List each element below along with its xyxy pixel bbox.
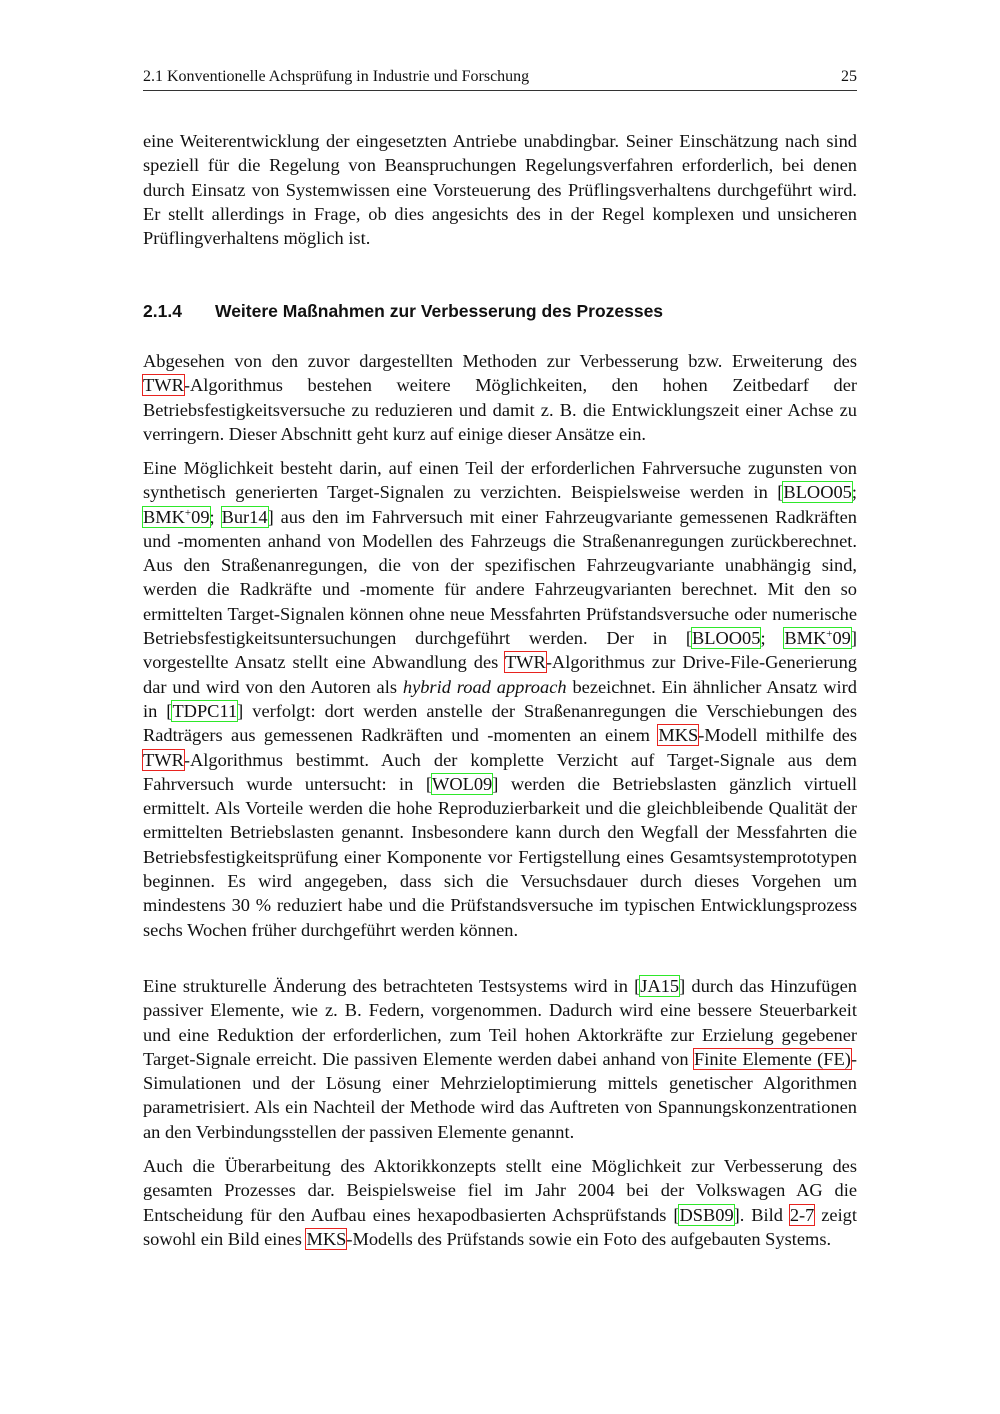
acronym-link-mks[interactable]: MKS bbox=[306, 1228, 347, 1249]
text-run: Eine Möglichkeit besteht darin, auf einen Teil der erforderlichen Fahrversuche zugunsten von synthetisch generierten Target-Signalen zu verzichten. Beispielsweise werden in [ bbox=[143, 458, 857, 503]
section-title: Weitere Maßnahmen zur Verbesserung des Prozesses bbox=[215, 301, 664, 321]
section-number: 2.1.4 bbox=[143, 301, 182, 321]
paragraph-2 bbox=[143, 349, 857, 446]
text-run: bezeichnet. Ein ähnlicher Ansatz wird in [ bbox=[143, 676, 857, 721]
text-run: -Modell mithilfe des bbox=[698, 725, 857, 746]
text-run: ] durch das Hinzufügen passiver Elemente, wie z. B. Federn, vorgenommen. Dadurch wird eine bessere Steuerbarkeit und eine Reduktion der erforderlichen, zum Teil hohen Aktorkräfte zur Erzielung gegebener Target-Signale erreicht. Die passiven Elemente werden dabei anhand von bbox=[143, 976, 858, 1069]
text-run: ]. Bild bbox=[733, 1204, 790, 1225]
paragraph-5 bbox=[143, 1154, 857, 1251]
text-run: -Simulationen und der Lösung einer Mehrzieloptimierung mittels genetischer Algorithmen parametrisiert. Als ein Nachteil der Methode wird das Auftreten von Spannungskonzentrationen an den Verbindungsstellen der passiven Elemente genannt. bbox=[143, 1048, 857, 1142]
text-run: ] aus den im Fahrversuch mit einer Fahrzeugvariante gemessenen Radkräften und -momenten anhand von Modellen des Fahrzeugs die Straßenanregungen zurückberechnet. Aus den Straßenanregungen, die von der spezifischen Fahrzeugvariante unabhängig sind, werden die Radkräfte und -momente für andere Fahrzeugvarianten berechnet. Mit den so ermittelten Target-Signalen können ohne neue Messfahrten Prüfstandsversuche oder numerische Betriebsfestigkeitsuntersuchungen durchgeführt werden. Der in [ bbox=[143, 506, 857, 649]
citation-link-dsb09[interactable]: DSB09 bbox=[679, 1204, 734, 1225]
text-run: ] vorgestellte Ansatz stellt eine Abwandlung des bbox=[143, 628, 857, 673]
acronym-link-twr[interactable]: TWR bbox=[504, 652, 546, 673]
header-title: 2.1 Konventionelle Achsprüfung in Industrie und Forschung bbox=[143, 68, 530, 85]
acronym-link-twr[interactable]: TWR bbox=[143, 749, 184, 770]
citation-link-tdpc11[interactable]: TDPC11 bbox=[172, 700, 238, 721]
section-heading bbox=[143, 301, 857, 322]
text-run: zeigt sowohl ein Bild eines bbox=[143, 1204, 857, 1249]
citation-link-bmk09[interactable] bbox=[143, 507, 210, 527]
text-run: Abgesehen von den zuvor dargestellten Methoden zur Verbesserung bzw. Erweiterung des bbox=[143, 351, 857, 371]
text-run: -Algorithmus bestehen weitere Möglichkeiten, den hohen Zeitbedarf der Betriebsfestigkeitsversuche zu reduzieren und damit z. B. die Entwicklungszeit einer Achse zu verringern. Dieser Abschnitt geht kurz auf einige dieser Ansätze ein. bbox=[143, 375, 857, 444]
paragraph-1: eine Weiterentwicklung der eingesetzten Antriebe unabdingbar. Seiner Einschätzung nach sind speziell für die Regelung von Beanspruchungen Regelungsverfahren erforderlich, bei denen durch Einsatz von Systemwissen eine Vorsteuerung des Prüflingsverhaltens durchgeführt wird. Er stellt allerdings in Frage, ob dies angesichts des in der Regel komplexen und unsicheren Prüflingverhaltens möglich ist. bbox=[143, 131, 857, 249]
text-run: -Algorithmus zur Drive-File-Generierung dar und wird von den Autoren als bbox=[143, 652, 857, 697]
acronym-link-fe[interactable]: Finite Elemente (FE) bbox=[694, 1048, 851, 1069]
text-run: -Modells des Prüfstands sowie ein Foto des aufgebauten Systems. bbox=[346, 1228, 832, 1249]
figure-link-2-7[interactable]: 2-7 bbox=[789, 1204, 815, 1225]
acronym-link-mks[interactable]: MKS bbox=[658, 725, 699, 746]
text-run: Eine strukturelle Änderung des betrachteten Testsystems wird in [ bbox=[143, 976, 641, 996]
citation-sup: + bbox=[826, 627, 833, 640]
citation-link-bloo05[interactable]: BLOO05 bbox=[783, 482, 852, 503]
citation-text: 09 bbox=[832, 628, 851, 649]
text-run: ; bbox=[209, 506, 222, 527]
text-run: ] verfolgt: dort werden anstelle der Straßenanregungen die Verschiebungen des Radträgers aus gemessenen Radkräften und -momenten an einem bbox=[143, 700, 858, 746]
citation-text: BMK bbox=[143, 506, 185, 527]
emphasis-text: hybrid road approach bbox=[402, 676, 567, 697]
citation-link-ja15[interactable]: JA15 bbox=[640, 976, 680, 996]
text-run: ; bbox=[851, 482, 857, 503]
citation-text: BMK bbox=[784, 628, 827, 649]
acronym-link-twr[interactable]: TWR bbox=[143, 375, 184, 396]
citation-link-wol09[interactable]: WOL09 bbox=[431, 773, 493, 794]
text-run: ] werden die Betriebslasten gänzlich virtuell ermittelt. Als Vorteile werden die hohe Reproduzierbarkeit und die gleichbleibende Qualität der ermittelten Betriebslasten genannt. Insbesondere kann durch den Wegfall der Messfahrten die Betriebsfestigkeitsprüfung einer Komponente vor Fertigstellung eines Gesamtsystemprototypen beginnen. Es wird angegeben, dass sich die Versuchsdauer durch dieses Vorgehen um mindestens 30 % reduziert habe und die Prüfstandsversuche im typischen Entwicklungsprozess sechs Wochen früher durchgeführt werden können. bbox=[143, 773, 857, 940]
citation-link-bloo05[interactable]: BLOO05 bbox=[691, 628, 761, 649]
citation-link-bmk09[interactable] bbox=[784, 628, 851, 648]
page-number: 25 bbox=[841, 68, 857, 85]
text-run: Auch die Überarbeitung des Aktorikkonzepts stellt eine Möglichkeit zur Verbesserung des gesamten Prozesses dar. Beispielsweise fiel im Jahr 2004 bei der Volkswagen AG die Entscheidung für den Aufbau eines hexapodbasierten Achsprüfstands [ bbox=[143, 1156, 857, 1225]
citation-link-bur14[interactable]: Bur14 bbox=[221, 506, 268, 527]
running-header bbox=[143, 66, 857, 91]
text-run: ; bbox=[760, 628, 785, 649]
citation-sup: + bbox=[184, 506, 192, 519]
paragraph-3 bbox=[143, 456, 857, 942]
citation-text: 09 bbox=[191, 506, 210, 527]
paragraph-4 bbox=[143, 974, 857, 1144]
text-run: -Algorithmus bestimmt. Auch der komplette Verzicht auf Target-Signale aus dem Fahrversuch wurde untersucht: in [ bbox=[143, 749, 857, 794]
